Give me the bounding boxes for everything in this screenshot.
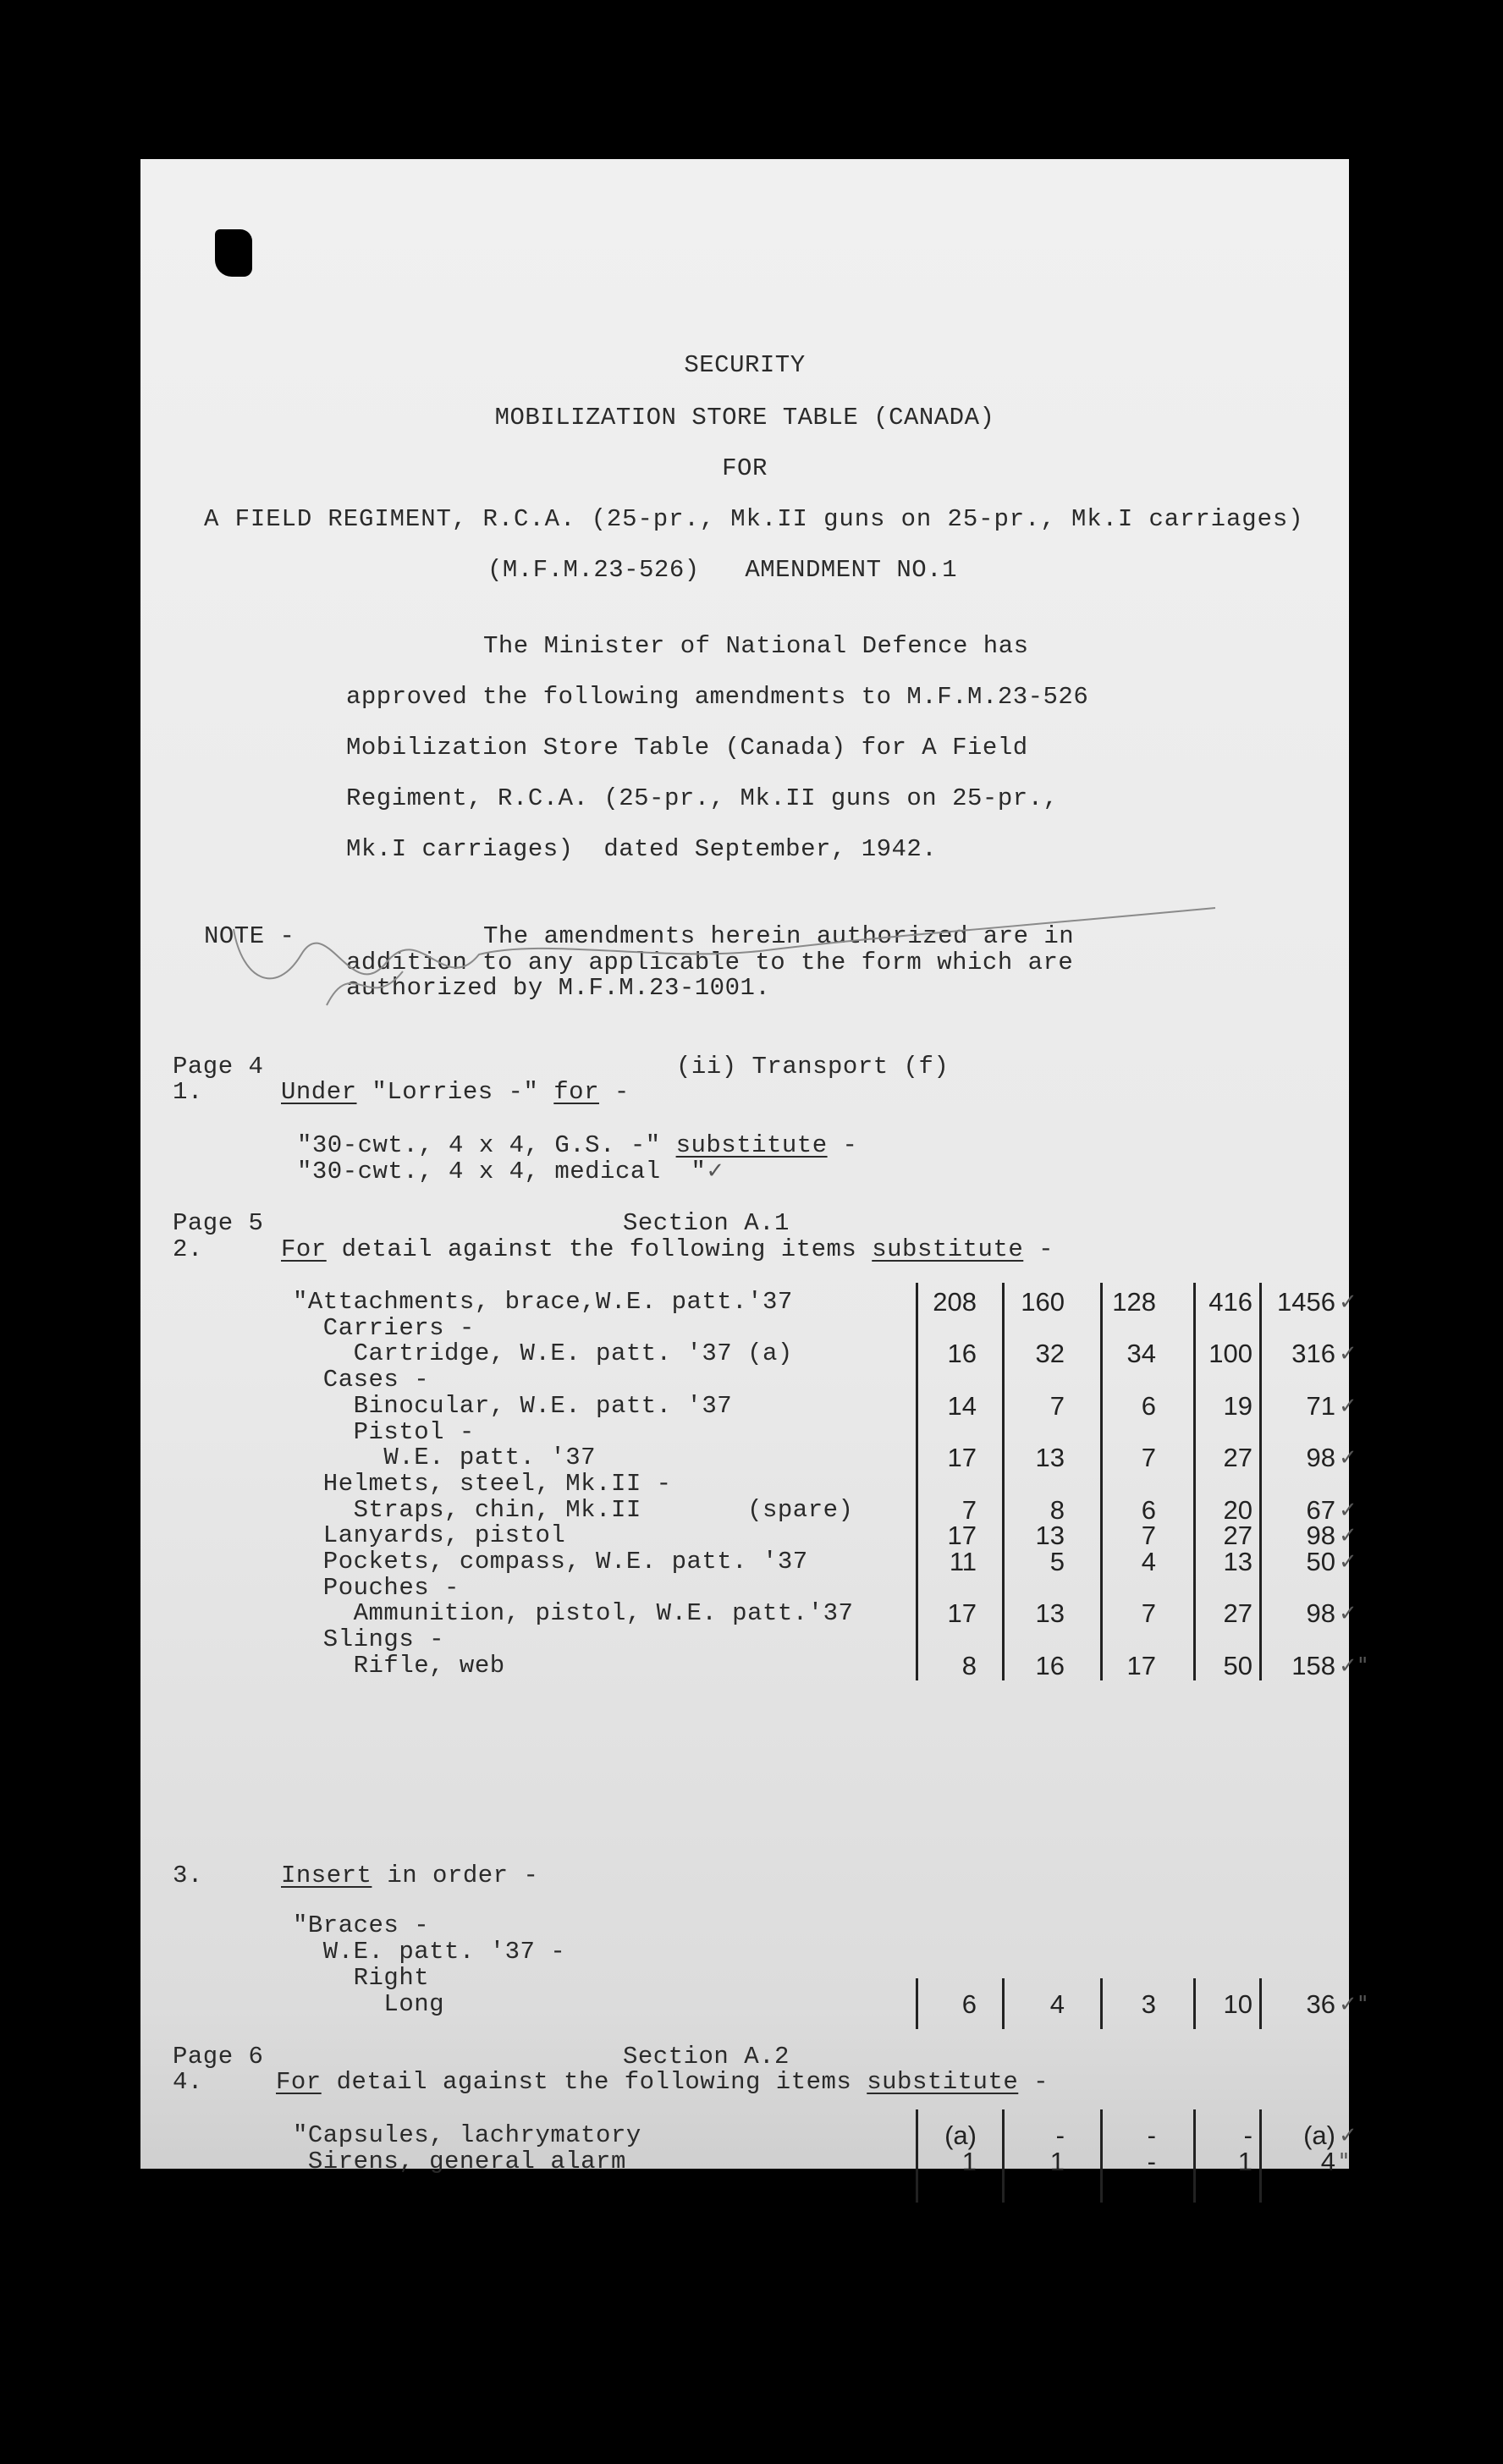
cell-value: 7 (1141, 1443, 1156, 1473)
lorries-word: "Lorries -" (372, 1078, 539, 1106)
column-rule (1100, 1978, 1103, 2029)
document-page (140, 159, 1368, 2176)
item4-page: Page 6 (173, 2043, 264, 2071)
row-label: Pistol - (293, 1417, 475, 1446)
row-label: Right (293, 1964, 430, 1992)
row-label: W.E. patt. '37 (293, 1444, 597, 1472)
cell-value: 6 (961, 1989, 977, 2019)
cell-value: 1 (961, 2147, 977, 2176)
document-title: MOBILIZATION STORE TABLE (CANADA) (494, 404, 995, 432)
check-mark-icon: ✓ (1339, 1341, 1358, 1367)
item2-number: 2. (173, 1235, 203, 1263)
check-mark-icon: " (1339, 2149, 1350, 2175)
cell-value: 1 (1049, 2147, 1065, 2176)
cell-value: (a) (944, 2120, 977, 2150)
cell-value: 4 (1320, 2147, 1335, 2176)
cell-value: 8 (1049, 1494, 1065, 1525)
column-rule (1259, 1283, 1262, 1680)
cell-value: 50 (1223, 1650, 1252, 1680)
check-mark-icon: ✓" (1339, 1653, 1368, 1679)
item1-section: (ii) Transport (f) (676, 1053, 950, 1081)
cell-value: 416 (1208, 1287, 1252, 1317)
amendment-reference: (M.F.M.23-526) AMENDMENT NO.1 (487, 556, 957, 584)
cell-value: 158 (1291, 1650, 1335, 1680)
cell-value: 17 (947, 1521, 977, 1551)
cell-value: 7 (1141, 1521, 1156, 1551)
insert-word: Insert (281, 1862, 372, 1889)
check-mark-icon: ✓ (1339, 1290, 1358, 1315)
intro-line-1: The Minister of National Defence has (483, 632, 1029, 660)
cell-value: 13 (1223, 1547, 1252, 1576)
cell-value: 17 (947, 1598, 977, 1629)
intro-line-3: Mobilization Store Table (Canada) for A Field (346, 734, 1028, 762)
note-line-2: addition to any applicable to the form which are (346, 949, 1074, 976)
item1-new-text (297, 1158, 725, 1185)
row-label: Long (293, 1990, 445, 2018)
cell-value: 4 (1141, 1547, 1156, 1576)
cell-value: 34 (1126, 1339, 1156, 1369)
item1-page: Page 4 (173, 1053, 264, 1081)
intro-line-5: Mk.I carriages) dated September, 1942. (346, 835, 938, 863)
note-line-1: The amendments herein authorized are in (483, 922, 1075, 950)
for-word: For (281, 1235, 327, 1263)
cell-value: 19 (1223, 1390, 1252, 1421)
column-rule (1002, 1283, 1005, 1680)
item2-instruction (281, 1236, 1054, 1263)
cell-value: 27 (1223, 1521, 1252, 1551)
cell-value: 20 (1223, 1494, 1252, 1525)
cell-value: 36 (1306, 1989, 1335, 2019)
item1-new: "30-cwt., 4 x 4, medical " (297, 1158, 707, 1185)
cell-value: 32 (1035, 1339, 1065, 1369)
row-label: W.E. patt. '37 - (293, 1938, 566, 1966)
cell-value: 1456 (1277, 1287, 1335, 1317)
check-mark-icon: ✓ (1339, 1601, 1358, 1627)
row-label: Slings - (293, 1625, 445, 1654)
column-rule (1193, 1283, 1196, 1680)
cell-value: 4 (1049, 1989, 1065, 2019)
item1-dash-2: - (842, 1131, 858, 1159)
column-rule (916, 1283, 918, 1680)
column-rule (1259, 1978, 1262, 2029)
column-rule (1002, 1978, 1005, 2029)
row-label: "Braces - (293, 1911, 430, 1939)
item4-text: detail against the following items (336, 2068, 852, 2096)
check-mark-icon: ✓ (1339, 1549, 1358, 1575)
substitute-word: substitute (675, 1131, 828, 1159)
cell-value: 27 (1223, 1598, 1252, 1629)
substitute-word: substitute (867, 2068, 1019, 2096)
check-mark-icon: ✓ (1339, 1393, 1358, 1419)
row-label: Pouches - (293, 1573, 460, 1602)
cell-value: 5 (1049, 1547, 1065, 1576)
for-word: For (276, 2068, 322, 2096)
cell-value: 100 (1208, 1339, 1252, 1369)
check-mark-icon: ✓ (1339, 1497, 1358, 1523)
row-label: Lanyards, pistol (293, 1521, 566, 1550)
cell-value: 98 (1306, 1598, 1335, 1629)
item1-number: 1. (173, 1078, 203, 1106)
item2-dash: - (1038, 1235, 1054, 1263)
cell-value: 8 (961, 1650, 977, 1680)
item2-text: detail against the following items (341, 1235, 857, 1263)
cell-value: 71 (1306, 1390, 1335, 1421)
cell-value: (a) (1303, 2120, 1335, 2150)
column-rule (1193, 1978, 1196, 2029)
cell-value: 128 (1112, 1287, 1156, 1317)
cell-value: - (1055, 2120, 1065, 2150)
check-mark-icon: ✓" (1339, 1992, 1368, 2017)
cell-value: 13 (1035, 1598, 1065, 1629)
column-rule (916, 1978, 918, 2029)
row-label: Sirens, general alarm (293, 2148, 626, 2175)
cell-value: 3 (1141, 1989, 1156, 2019)
check-mark-icon: ✓ (1339, 1523, 1358, 1549)
check-mark-icon: ✓ (706, 1158, 725, 1184)
row-label: Helmets, steel, Mk.II - (293, 1469, 672, 1498)
item3-number: 3. (173, 1862, 203, 1889)
cell-value: 316 (1291, 1339, 1335, 1369)
cell-value: 98 (1306, 1443, 1335, 1473)
row-label: Rifle, web (293, 1651, 505, 1680)
row-label: Straps, chin, Mk.II (spare) (293, 1495, 854, 1524)
cell-value: 98 (1306, 1521, 1335, 1551)
item1-dash: - (614, 1078, 630, 1106)
cell-value: 16 (947, 1339, 977, 1369)
item4-instruction (276, 2069, 1049, 2096)
row-label: Binocular, W.E. patt. '37 (293, 1391, 733, 1420)
column-rule (1100, 1283, 1103, 1680)
cell-value: 67 (1306, 1494, 1335, 1525)
row-label: Carriers - (293, 1313, 475, 1342)
note-label: NOTE - (204, 922, 295, 950)
column-rule (1100, 2109, 1103, 2203)
cell-value: 7 (961, 1494, 977, 1525)
punch-hole (215, 229, 252, 277)
cell-value: - (1147, 2147, 1156, 2176)
column-rule (1193, 2109, 1196, 2203)
row-label: Cartridge, W.E. patt. '37 (a) (293, 1339, 793, 1368)
cell-value: 160 (1021, 1287, 1065, 1317)
check-mark-icon: ✓ (1339, 2123, 1358, 2148)
cell-value: 7 (1049, 1390, 1065, 1421)
intro-line-4: Regiment, R.C.A. (25-pr., Mk.II guns on 25-pr., (346, 784, 1059, 812)
cell-value: 13 (1035, 1443, 1065, 1473)
cell-value: 208 (933, 1287, 977, 1317)
under-word: Under (281, 1078, 357, 1106)
column-rule (1259, 2109, 1262, 2203)
intro-line-2: approved the following amendments to M.F.M.23-526 (346, 683, 1089, 711)
item1-instruction (281, 1079, 630, 1106)
cell-value: 6 (1141, 1390, 1156, 1421)
item3-text: in order - (387, 1862, 539, 1889)
column-rule (916, 2109, 918, 2203)
cell-value: 13 (1035, 1521, 1065, 1551)
item1-old: "30-cwt., 4 x 4, G.S. -" (297, 1131, 661, 1159)
cell-value: 16 (1035, 1650, 1065, 1680)
for-word: for (553, 1078, 599, 1106)
check-mark-icon: ✓ (1339, 1445, 1358, 1471)
row-label: "Capsules, lachrymatory (293, 2121, 641, 2149)
unit-heading: A FIELD REGIMENT, R.C.A. (25-pr., Mk.II guns on 25-pr., Mk.I carriages) (204, 505, 1304, 533)
cell-value: 27 (1223, 1443, 1252, 1473)
row-label: "Attachments, brace,W.E. patt.'37 (293, 1288, 793, 1316)
cell-value: 1 (1237, 2147, 1252, 2176)
cell-value: 50 (1306, 1547, 1335, 1576)
cell-value: 14 (947, 1390, 977, 1421)
cell-value: 7 (1141, 1598, 1156, 1629)
cell-value: 10 (1223, 1989, 1252, 2019)
handwritten-scrawl (225, 904, 1224, 1022)
item3-instruction (281, 1862, 538, 1889)
item4-dash: - (1033, 2068, 1049, 2096)
item4-number: 4. (173, 2068, 203, 2096)
item2-section: Section A.1 (623, 1209, 790, 1237)
item2-page: Page 5 (173, 1209, 264, 1237)
item1-old-text (297, 1132, 857, 1159)
security-heading: SECURITY (684, 351, 806, 379)
cell-value: 17 (1126, 1650, 1156, 1680)
note-line-3: authorized by M.F.M.23-1001. (346, 974, 771, 1002)
row-label: Ammunition, pistol, W.E. patt.'37 (293, 1599, 854, 1628)
cell-value: - (1147, 2120, 1156, 2150)
item4-section: Section A.2 (623, 2043, 790, 2071)
cell-value: 17 (947, 1443, 977, 1473)
cell-value: 11 (949, 1547, 977, 1576)
row-label: Pockets, compass, W.E. patt. '37 (293, 1548, 808, 1576)
row-label: Cases - (293, 1366, 430, 1394)
cell-value: 6 (1141, 1494, 1156, 1525)
substitute-word: substitute (872, 1235, 1024, 1263)
column-rule (1002, 2109, 1005, 2203)
cell-value: - (1243, 2120, 1252, 2150)
for-heading: FOR (722, 454, 768, 482)
